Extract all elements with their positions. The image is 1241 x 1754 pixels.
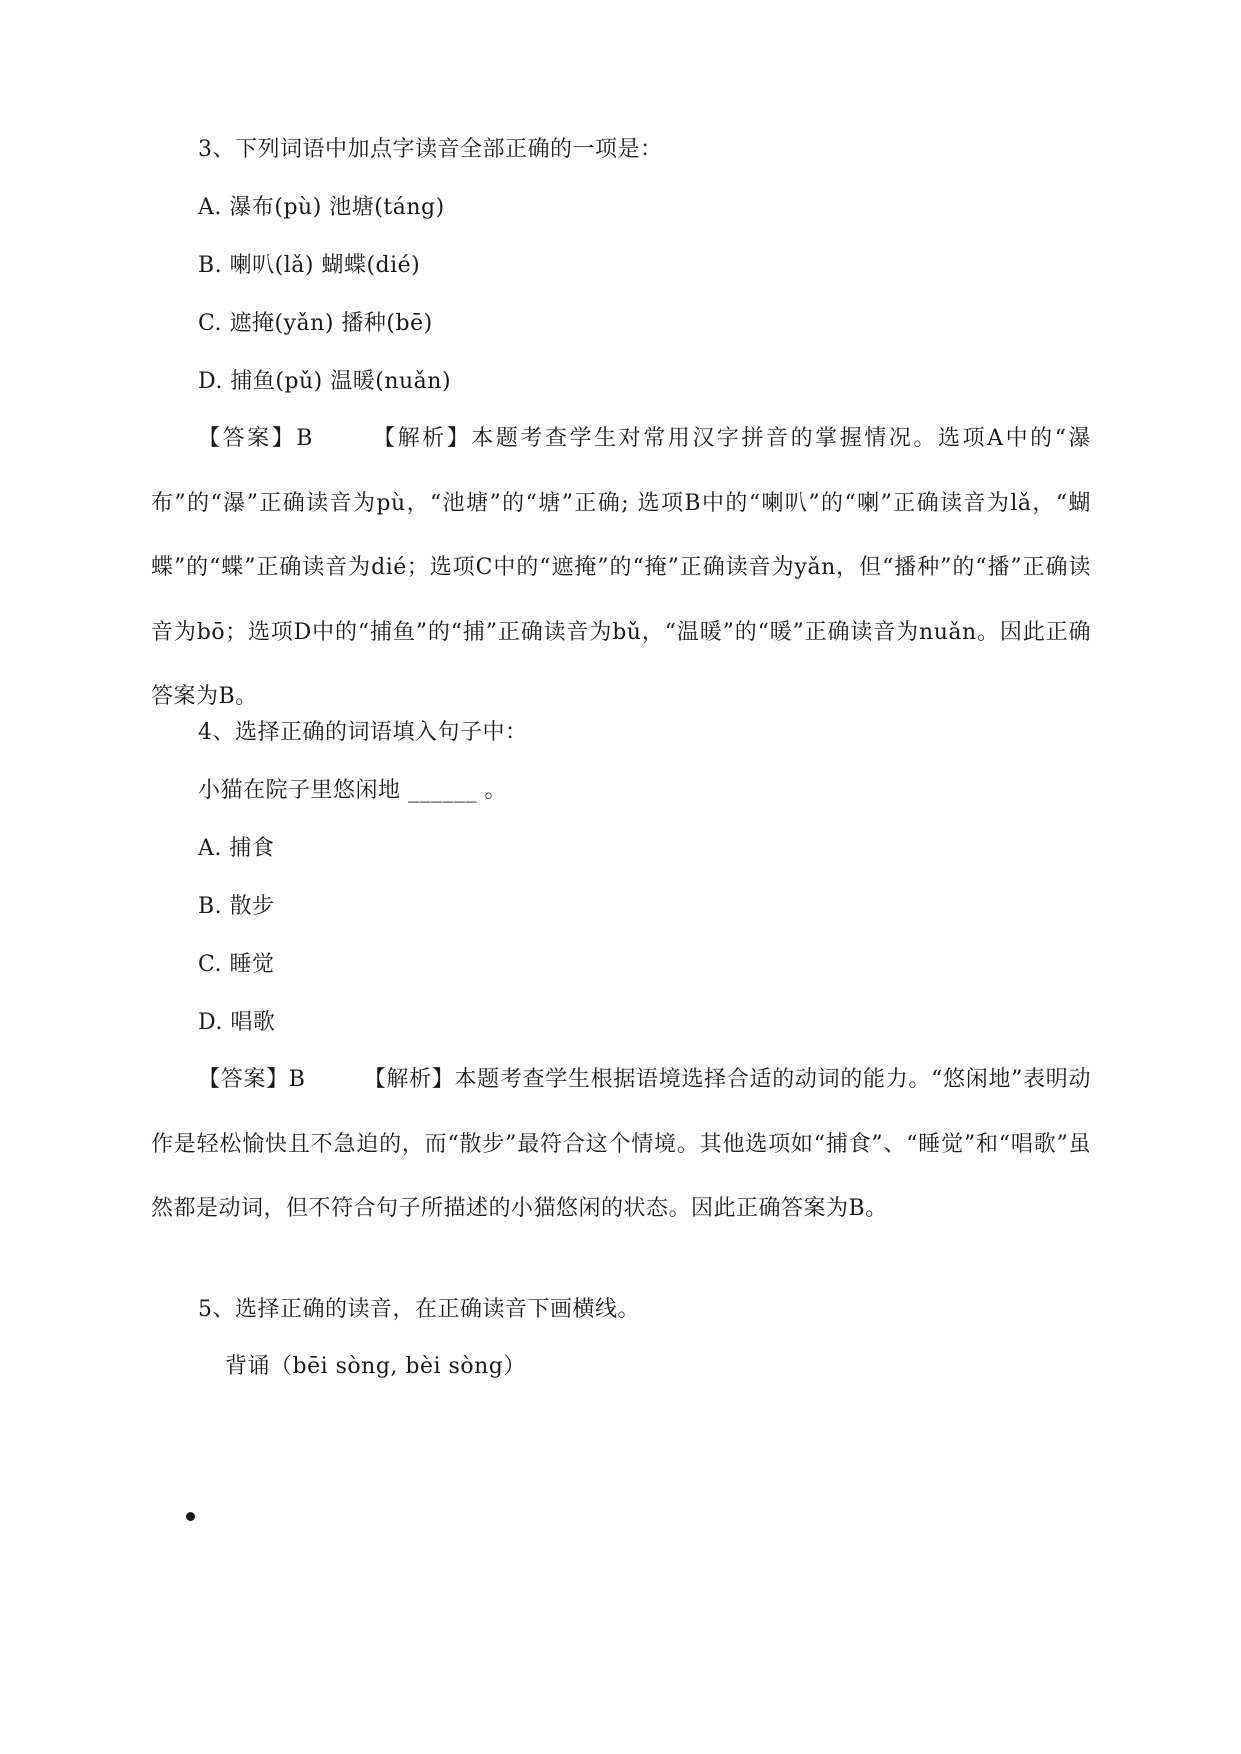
- q4-analysis: 【解析】本题考查学生根据语境选择合适的动词的能力。“悠闲地”表明动作是轻松愉快且不急迫的，而“散步”最符合这个情境。其他选项如“捕食”、“睡觉”和“唱歌”虽然都是动词，但不符合句子所描述的小猫悠闲的状态。因此正确答案为B。: [151, 1067, 1092, 1221]
- q3-option-c: C. 遮掩(yǎn) 播种(bē): [198, 311, 433, 336]
- q4-answer-paragraph: [151, 1048, 1091, 1242]
- q3-analysis: 【解析】本题考查学生对常用汉字拼音的掌握情况。选项A中的“瀑布”的“瀑”正确读音为pù，“池塘”的“塘”正确; 选项B中的“喇叭”的“喇”正确读音为lǎ，“蝴蝶”的“蝶”正确读音为dié；选项C中的“遮掩”的“掩”正确读音为yǎn，但“播种”的“播”正确读音为bō；选项D中的“捕鱼”的“捕”正确读音为bǔ，“温暖”的“暖”正确读音为nuǎn。因此正确答案为B。: [151, 426, 1092, 709]
- q4-question: 4、选择正确的词语填入句子中：: [198, 720, 528, 745]
- q3-answer-paragraph: [151, 407, 1091, 730]
- q3-question: 3、下列词语中加点字读音全部正确的一项是：: [198, 137, 663, 162]
- q3-option-a: A. 瀑布(pù) 池塘(táng): [198, 195, 445, 220]
- q4-option-a: A. 捕食: [198, 836, 275, 861]
- q5-question: 5、选择正确的读音，在正确读音下画横线。: [198, 1297, 640, 1322]
- bullet-icon: [186, 1512, 195, 1521]
- q5-item: 背诵（bēi sòng, bèi sòng）: [225, 1354, 526, 1379]
- q3-option-b: B. 喇叭(lǎ) 蝴蝶(dié): [198, 253, 421, 278]
- q4-sentence: 小猫在院子里悠闲地 ______ 。: [198, 778, 507, 803]
- q3-option-d: D. 捕鱼(pǔ) 温暖(nuǎn): [198, 369, 452, 394]
- q4-option-c: C. 睡觉: [198, 952, 275, 977]
- q4-option-b: B. 散步: [198, 894, 275, 919]
- q3-answer-label: 【答案】B: [198, 426, 313, 451]
- q4-answer-label: 【答案】B: [198, 1067, 306, 1092]
- q4-option-d: D. 唱歌: [198, 1010, 276, 1035]
